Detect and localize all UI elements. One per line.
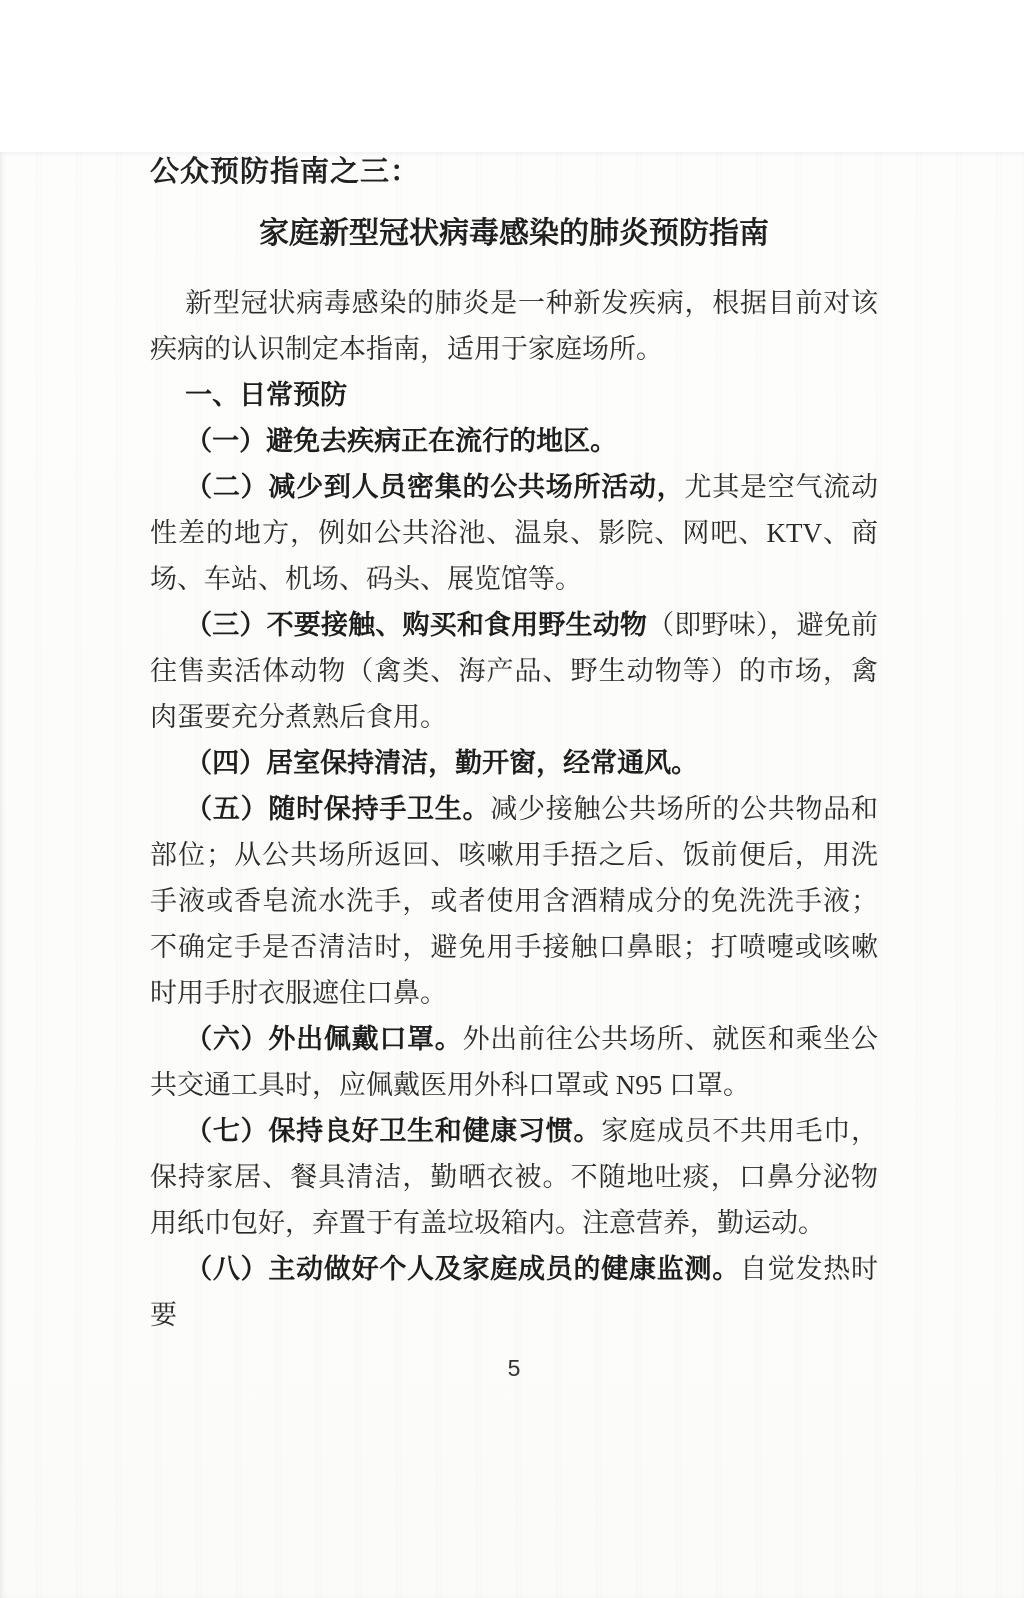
item-lead-text: （七）保持良好卫生和健康习惯。 xyxy=(185,1116,602,1146)
guideline-item-8 xyxy=(150,1246,878,1338)
guideline-item-6 xyxy=(150,1016,878,1108)
item-lead-text: （五）随时保持手卫生。 xyxy=(185,794,491,824)
page-number: 5 xyxy=(507,1355,521,1381)
item-lead-text: （四）居室保持清洁，勤开窗，经常通风。 xyxy=(185,748,699,778)
item-lead-text: （三）不要接触、购买和食用野生动物 xyxy=(185,610,648,640)
document-page xyxy=(0,152,1024,1598)
item-body-text: 自觉发热时要 xyxy=(150,1254,878,1330)
item-body-text: 尤其是空气流动性差的地方，例如公共浴池、温泉、影院、网吧、KTV、商场、车站、机场、码头、展览馆等。 xyxy=(150,472,879,594)
item-lead-text: （六）外出佩戴口罩。 xyxy=(185,1024,463,1054)
guideline-item-7 xyxy=(150,1108,878,1246)
guideline-item-3 xyxy=(150,602,878,740)
doc-heading: 公众预防指南之三： xyxy=(150,156,421,188)
item-body-text: 家庭成员不共用毛巾，保持家居、餐具清洁，勤晒衣被。不随地吐痰，口鼻分泌物用纸巾包好，弃置于有盖垃圾箱内。注意营养，勤运动。 xyxy=(150,1116,879,1238)
item-body-text: 减少接触公共场所的公共物品和部位；从公共场所返回、咳嗽用手捂之后、饭前便后，用洗手液或香皂流水洗手，或者使用含酒精成分的免洗洗手液；不确定手是否清洁时，避免用手接触口鼻眼；打喷嚏或咳嗽时用手肘衣服遮住口鼻。 xyxy=(150,794,879,1008)
item-lead-text: （一）避免去疾病正在流行的地区。 xyxy=(185,426,618,456)
item-lead-text: （二）减少到人员密集的公共场所活动， xyxy=(185,472,685,502)
item-lead-text: （八）主动做好个人及家庭成员的健康监测。 xyxy=(185,1254,741,1284)
guideline-item-5 xyxy=(150,786,878,1016)
guideline-item-4 xyxy=(150,740,878,786)
doc-title: 家庭新型冠状病毒感染的肺炎预防指南 xyxy=(259,217,769,250)
document-content xyxy=(0,152,1024,1384)
guideline-item-2 xyxy=(150,464,878,602)
item-body-text: （即野味），避免前往售卖活体动物（禽类、海产品、野生动物等）的市场，禽肉蛋要充分煮熟后食用。 xyxy=(150,610,879,732)
item-body-text: 外出前往公共场所、就医和乘坐公共交通工具时，应佩戴医用外科口罩或 N95 口罩。 xyxy=(150,1024,879,1100)
section-heading: 一、日常预防 xyxy=(185,380,348,410)
intro-paragraph: 新型冠状病毒感染的肺炎是一种新发疾病，根据目前对该疾病的认识制定本指南，适用于家庭场所。 xyxy=(150,288,878,364)
guideline-item-1 xyxy=(150,418,878,464)
